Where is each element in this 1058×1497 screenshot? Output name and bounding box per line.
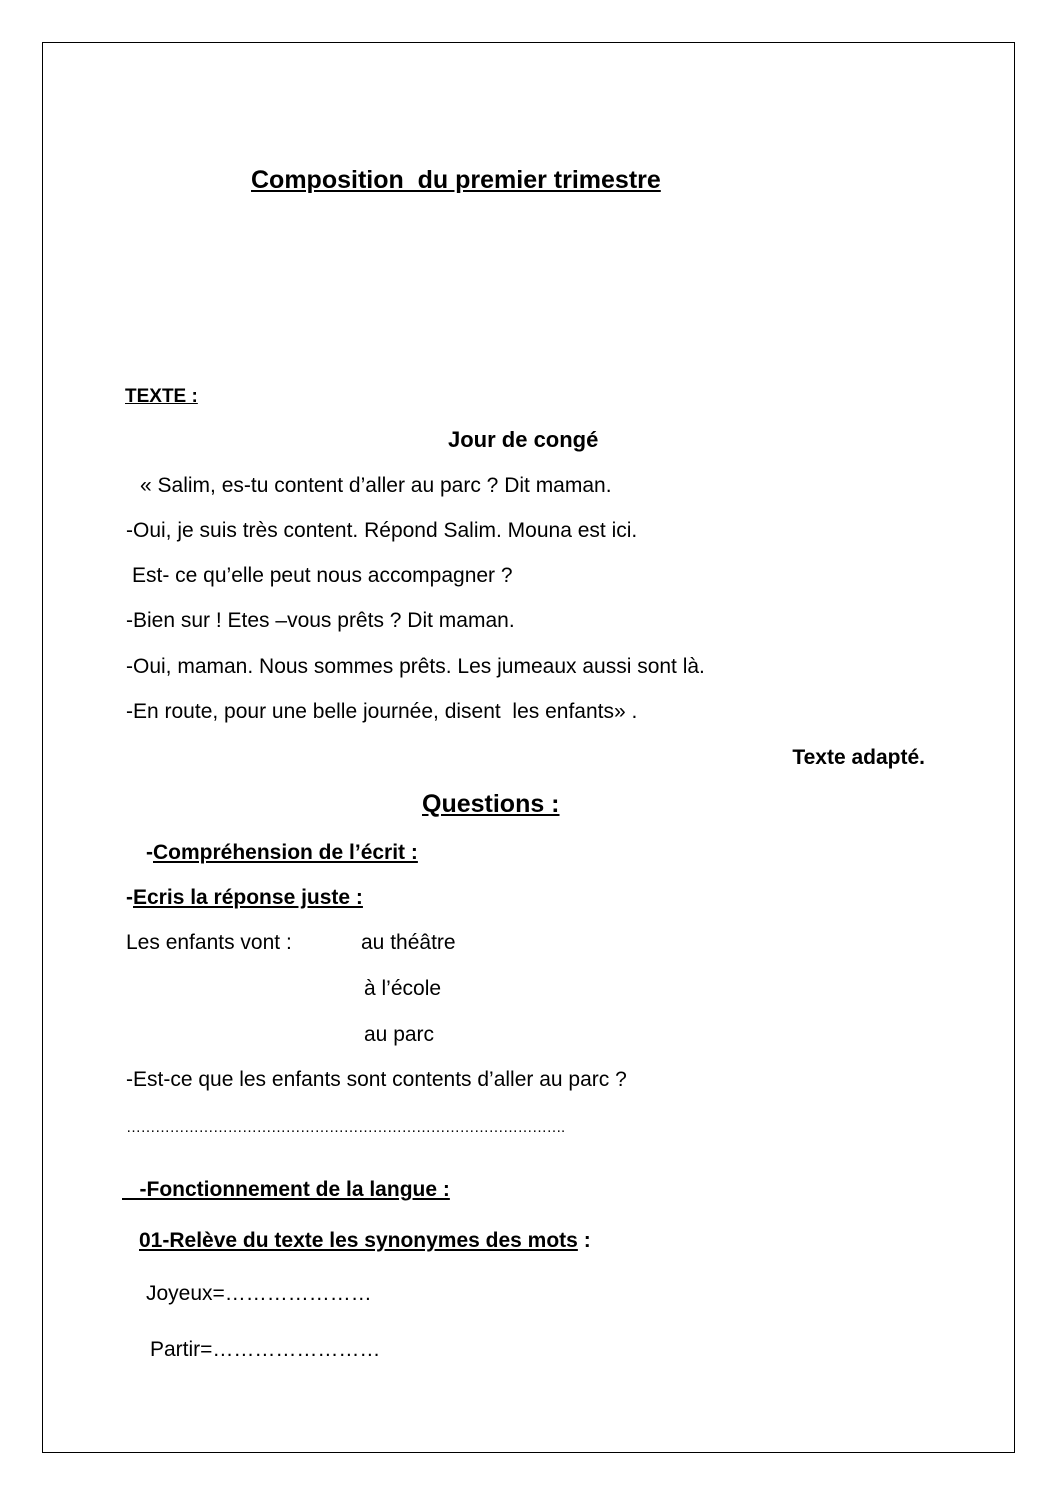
comprehension-question: -Est-ce que les enfants sont contents d’aller au parc ? [126,1068,627,1091]
synonym-item: Partir=…………………… [150,1338,381,1361]
text-label: TEXTE : [125,386,198,407]
text-line: « Salim, es-tu content d’aller au parc ? Dit maman. [140,474,612,497]
text-line: -Bien sur ! Etes –vous prêts ? Dit maman. [126,609,515,632]
options-prompt: Les enfants vont : [126,931,292,954]
questions-heading: Questions : [422,790,560,818]
comprehension-heading: -Compréhension de l’écrit : [146,841,418,864]
langue-instruction: 01-Relève du texte les synonymes des mots : [139,1229,591,1252]
synonym-item: Joyeux=………………… [146,1282,372,1305]
option-item: à l’école [364,977,442,1000]
text-line: -Oui, maman. Nous sommes prêts. Les jumeaux aussi sont là. [126,655,705,678]
langue-heading: -Fonctionnement de la langue : [122,1178,450,1201]
text-source: Texte adapté. [792,746,925,769]
text-line: Est- ce qu’elle peut nous accompagner ? [132,564,513,587]
option-item: au parc [364,1023,435,1046]
text-line: -Oui, je suis très content. Répond Salim. Mouna est ici. [126,519,638,542]
text-title: Jour de congé [448,427,599,452]
comprehension-instruction: -Ecris la réponse juste : [126,886,363,909]
answer-line: ………………………………………………………………………………. [126,1119,565,1136]
text-line: -En route, pour une belle journée, disent les enfants» . [126,700,638,723]
page-title: Composition du premier trimestre [251,166,661,194]
option-item: au théâtre [361,931,456,954]
